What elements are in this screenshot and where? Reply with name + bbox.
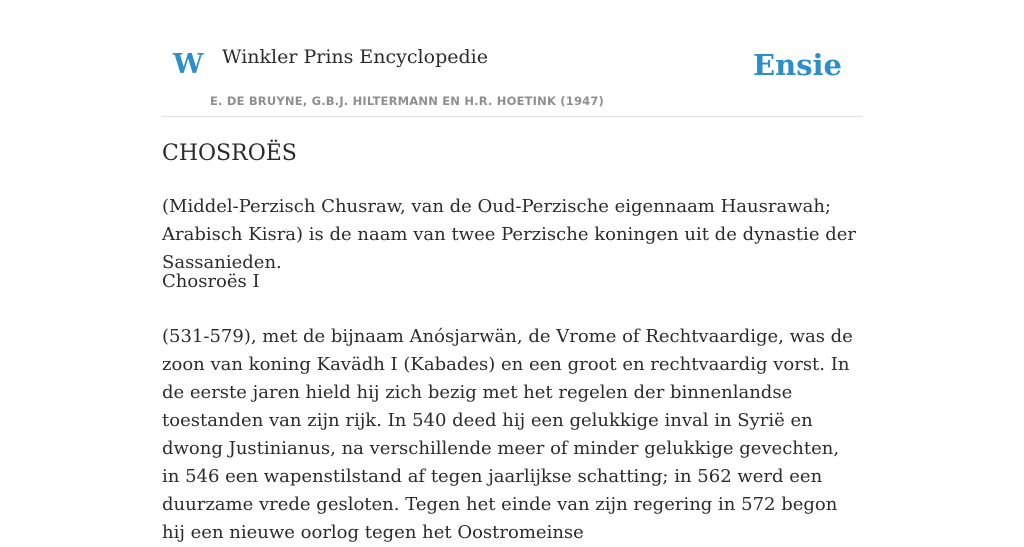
ensie-logo-icon[interactable]: W bbox=[173, 49, 204, 80]
authors-byline: E. DE BRUYNE, G.B.J. HILTERMANN EN H.R. HOETINK (1947) bbox=[210, 94, 605, 108]
section-heading: Chosroës I bbox=[162, 271, 260, 292]
ensie-brand-link[interactable]: Ensie bbox=[753, 48, 842, 82]
site-header bbox=[162, 0, 862, 117]
section-body: (531-579), met de bijnaam Anósjarwän, de Vrome of Rechtvaardige, was de zoon van koning Kavädh I (Kabades) en een groot en rechtvaardig vorst. In de eerste jaren hield hij zich bezig met het regelen der binnenlandse toestanden van zijn rijk. In 540 deed hij een gelukkige inval in Syrië en dwong Justinianus, na verschillende meer of minder gelukkige gevechten, in 546 een wapenstilstand af tegen jaarlijkse schatting; in 562 werd een duurzame vrede gesloten. Tegen het einde van zijn regering in 572 begon hij een nieuwe oorlog tegen het Oostromeinse bbox=[162, 326, 853, 543]
article-intro: (Middel-Perzisch Chusraw, van de Oud-Perzische eigennaam Hausrawah; Arabisch Kisra) is de naam van twee Perzische koningen uit de dynastie der Sassanieden. bbox=[162, 196, 856, 273]
article-title: CHOSROËS bbox=[162, 141, 297, 166]
encyclopedia-title-link[interactable]: Winkler Prins Encyclopedie bbox=[222, 46, 488, 68]
page bbox=[162, 0, 862, 543]
